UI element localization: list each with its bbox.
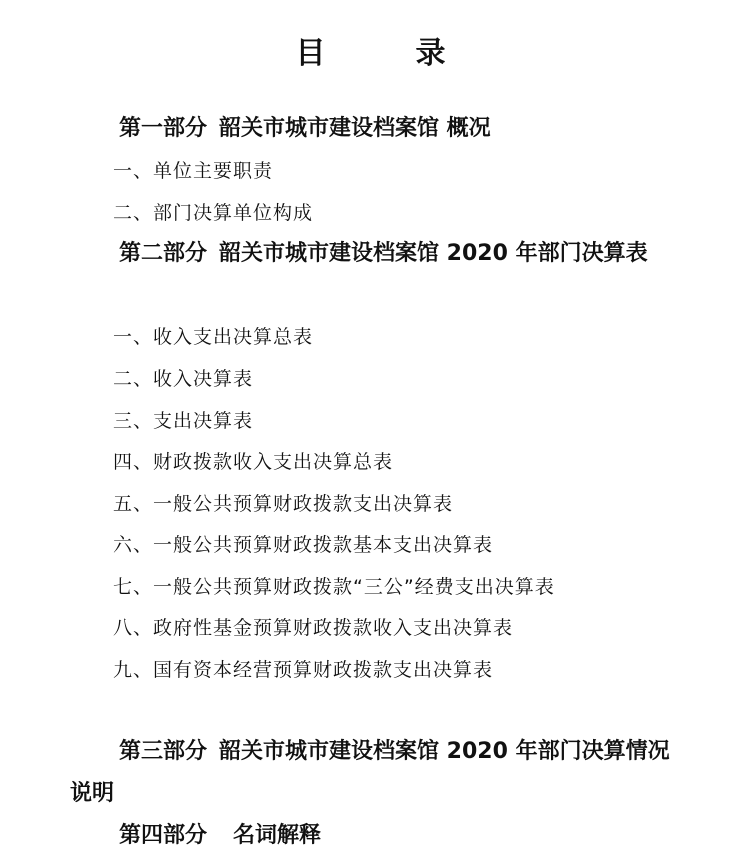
toc-item: 八、政府性基金预算财政拨款收入支出决算表 [113, 617, 514, 639]
part-1-label: 第一部分 [119, 116, 208, 141]
toc-item: 六、一般公共预算财政拨款基本支出决算表 [113, 534, 494, 556]
part-2-subject: 韶关市城市建设档案馆 2020 年部门决算表 [219, 241, 648, 266]
part-1-heading [70, 108, 670, 150]
toc-item: 二、部门决算单位构成 [113, 202, 314, 224]
part-3-label: 第三部分 [119, 739, 208, 764]
page-title: 目录 [295, 36, 536, 71]
toc-item: 一、收入支出决算总表 [113, 326, 314, 348]
toc-item: 三、支出决算表 [113, 410, 254, 432]
toc-item: 九、国有资本经营预算财政拨款支出决算表 [113, 659, 494, 681]
toc-item: 七、一般公共预算财政拨款“三公”经费支出决算表 [113, 576, 555, 598]
part-4-label: 第四部分 [119, 823, 208, 848]
part-4-heading [70, 815, 670, 857]
part-4-subject: 名词解释 [233, 823, 322, 848]
part-3-heading [70, 731, 670, 815]
toc-item: 一、单位主要职责 [113, 160, 274, 182]
part-2-heading [70, 233, 670, 275]
part-3-subject: 韶关市城市建设档案馆 2020 年部门决算情况说明 [70, 739, 670, 806]
part-2-label: 第二部分 [119, 241, 208, 266]
toc-item: 二、收入决算表 [113, 368, 254, 390]
part-1-subject: 韶关市城市建设档案馆 概况 [219, 116, 491, 141]
toc-item: 四、财政拨款收入支出决算总表 [113, 451, 394, 473]
toc-item: 五、一般公共预算财政拨款支出决算表 [113, 493, 454, 515]
